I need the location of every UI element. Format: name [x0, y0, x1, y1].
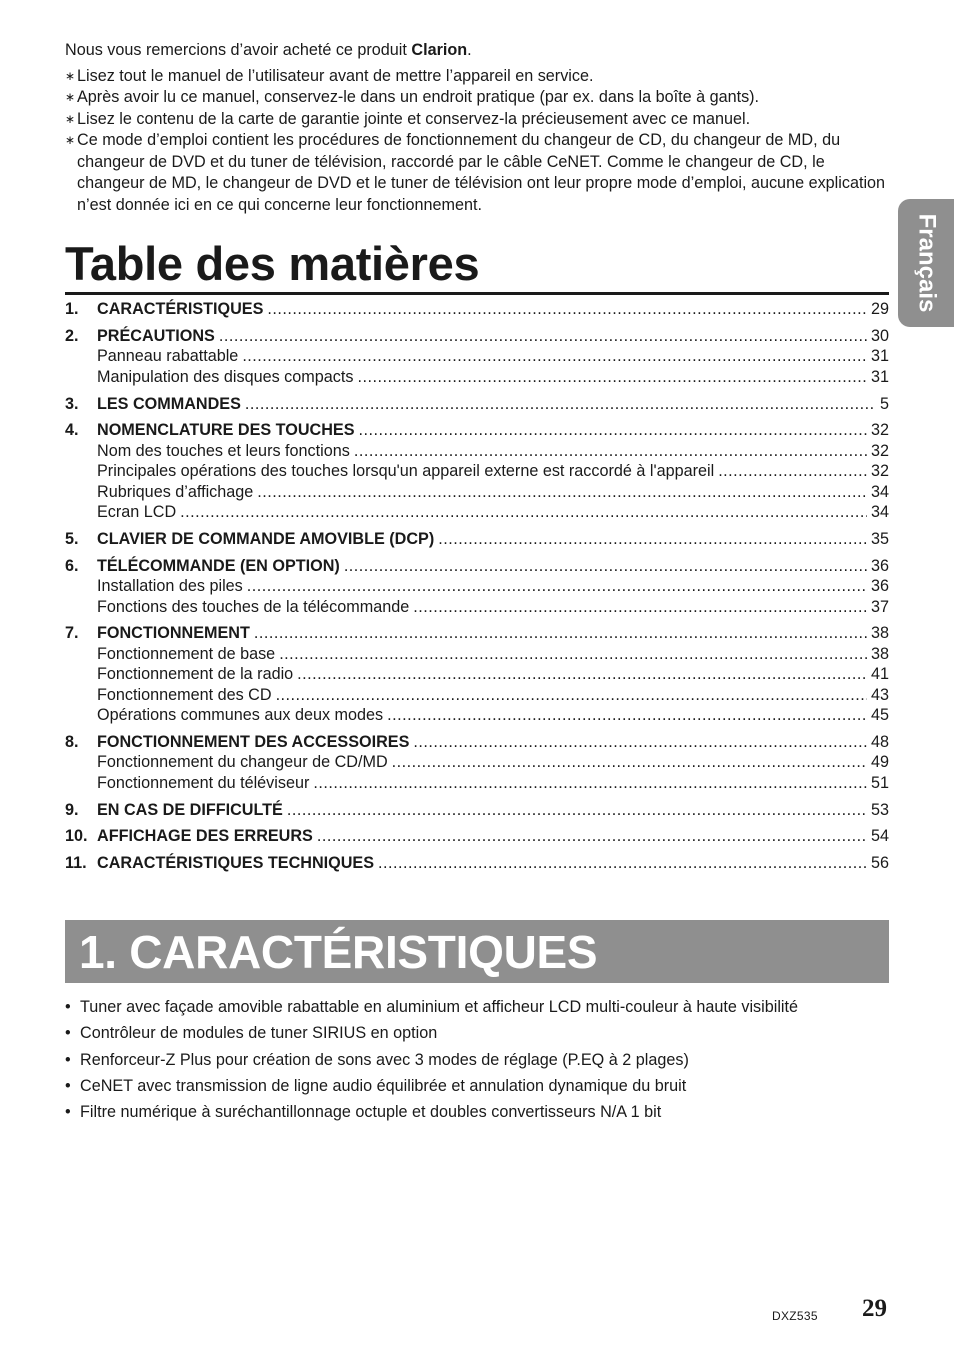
- toc-entry-number: 6.: [65, 556, 79, 575]
- asterisk-icon: ∗: [65, 90, 76, 104]
- thanks-period: .: [467, 41, 472, 59]
- bullet-icon: •: [65, 1050, 71, 1069]
- feature-item: [65, 1047, 905, 1073]
- toc-subentry-page: 41: [870, 665, 889, 684]
- toc-entry[interactable]: [65, 420, 889, 440]
- toc-subentry-page: 34: [870, 503, 889, 522]
- toc-title: Table des matières: [65, 236, 889, 295]
- toc-subentry[interactable]: [65, 576, 889, 596]
- asterisk-icon: ∗: [65, 111, 76, 126]
- toc-entry-number: 3.: [65, 394, 79, 413]
- toc-group: [65, 326, 889, 387]
- toc-entry-page: 53: [870, 800, 889, 819]
- toc-leader-dots: [378, 853, 867, 873]
- toc-leader-dots: [438, 529, 867, 549]
- toc-entry[interactable]: [65, 732, 889, 752]
- toc-entry-page: 32: [870, 421, 889, 440]
- note-text: Ce mode d’emploi contient les procédures de fonctionnement du changeur de CD, du changeur de MD, du changeur de DVD et du tuner de télévision, raccordé par le câble CeNET. Comme le changeur de CD, le changeur de MD, le changeur de DVD et le tuner de télévision ont leur propre mode d’emploi, aucune explication n’est donnée ici en ce qui concerne leur fonctionnement.: [77, 131, 886, 214]
- toc-entry-page: 36: [870, 556, 889, 575]
- toc-subentry[interactable]: [65, 705, 889, 725]
- toc-subentry[interactable]: [65, 441, 889, 461]
- language-tab: [898, 199, 954, 327]
- toc-subentry-label: Ecran LCD: [97, 503, 177, 522]
- toc-entry-page: 30: [870, 326, 889, 345]
- note-text: Après avoir lu ce manuel, conservez-le dans un endroit pratique (par ex. dans la boîte à gants).: [77, 88, 760, 106]
- features-block: [65, 994, 905, 1125]
- toc-leader-dots: [359, 420, 867, 440]
- toc-entry[interactable]: [65, 826, 889, 846]
- toc-leader-dots: [313, 773, 867, 793]
- toc-entry-page: 35: [870, 529, 889, 548]
- toc-subentry[interactable]: [65, 664, 889, 684]
- toc-subentry-page: 32: [870, 441, 889, 460]
- toc-subentry-label: Panneau rabattable: [97, 347, 239, 366]
- toc-subentry-label: Fonctionnement du téléviseur: [97, 773, 310, 792]
- intro-note: [65, 130, 890, 216]
- toc-leader-dots: [254, 623, 867, 643]
- brand-name: Clarion: [411, 41, 468, 59]
- toc-group: [65, 623, 889, 725]
- toc-leader-dots: [413, 597, 867, 617]
- toc-entry-page: 29: [870, 300, 889, 318]
- toc-subentry-page: 32: [870, 462, 889, 481]
- toc-subentry-label: Fonctionnement des CD: [97, 685, 272, 704]
- section-header-bar: [65, 920, 889, 983]
- toc-subentry-page: 43: [870, 685, 889, 704]
- toc-entry-label: EN CAS DE DIFFICULTÉ: [97, 800, 283, 819]
- toc-entry-number: 1.: [65, 300, 79, 318]
- toc-entry-label: CARACTÉRISTIQUES: [97, 300, 264, 318]
- toc-subentry[interactable]: [65, 685, 889, 705]
- toc-entry-label: TÉLÉCOMMANDE (EN OPTION): [97, 556, 340, 575]
- toc-entry-page: 56: [870, 854, 889, 873]
- intro-note: [65, 109, 890, 131]
- toc-subentry-page: 31: [870, 367, 889, 386]
- toc-entry-number: 5.: [65, 529, 79, 548]
- toc-subentry-page: 51: [870, 773, 889, 792]
- toc-leader-dots: [267, 299, 867, 319]
- intro-block: [65, 40, 890, 216]
- toc-subentry[interactable]: [65, 502, 889, 522]
- toc-entry-label: CLAVIER DE COMMANDE AMOVIBLE (DCP): [97, 529, 435, 548]
- toc-subentry-label: Fonctionnement de la radio: [97, 665, 294, 684]
- note-text: Lisez le contenu de la carte de garantie jointe et conservez-la précieusement avec ce manuel.: [77, 109, 751, 128]
- toc-entry[interactable]: [65, 556, 889, 576]
- toc-entry-number: 2.: [65, 326, 79, 345]
- toc-leader-dots: [357, 367, 867, 387]
- bullet-icon: •: [65, 1024, 71, 1043]
- toc-leader-dots: [180, 502, 867, 522]
- toc-entry-label: CARACTÉRISTIQUES TECHNIQUES: [97, 854, 375, 873]
- toc-subentry[interactable]: [65, 773, 889, 793]
- feature-item: [65, 1099, 905, 1125]
- toc-entry[interactable]: [65, 623, 889, 643]
- toc-subentry-page: 45: [870, 706, 889, 725]
- toc-subentry-page: 31: [870, 347, 889, 366]
- toc-subentry[interactable]: [65, 482, 889, 502]
- toc-subentry-label: Fonctionnement de base: [97, 644, 276, 663]
- asterisk-icon: ∗: [65, 68, 76, 83]
- page-number: 29: [862, 1295, 887, 1322]
- intro-notes: [65, 66, 890, 217]
- toc-entry-page: 54: [870, 827, 889, 846]
- table-of-contents: [65, 299, 889, 880]
- toc-leader-dots: [297, 664, 867, 684]
- toc-leader-dots: [219, 326, 867, 346]
- toc-leader-dots: [354, 441, 867, 461]
- toc-entry-number: 4.: [65, 421, 79, 440]
- toc-leader-dots: [413, 732, 867, 752]
- feature-text: Contrôleur de modules de tuner SIRIUS en option: [80, 1024, 438, 1043]
- feature-text: Filtre numérique à suréchantillonnage octuple et doubles convertisseurs N/A 1 bit: [80, 1103, 662, 1122]
- toc-entry[interactable]: [65, 529, 889, 549]
- toc-subentry[interactable]: [65, 461, 889, 481]
- asterisk-icon: ∗: [65, 133, 76, 147]
- bullet-icon: •: [65, 1076, 71, 1095]
- toc-subentry[interactable]: [65, 644, 889, 664]
- toc-subentry[interactable]: [65, 752, 889, 772]
- toc-entry-label: FONCTIONNEMENT: [97, 624, 250, 643]
- toc-leader-dots: [344, 556, 867, 576]
- toc-entry-number: 8.: [65, 732, 79, 751]
- toc-group: [65, 556, 889, 617]
- thanks-text: Nous vous remercions d’avoir acheté ce produit: [65, 41, 412, 59]
- toc-entry[interactable]: [65, 394, 889, 414]
- toc-group: [65, 800, 889, 820]
- toc-entry-number: 7.: [65, 624, 79, 643]
- toc-leader-dots: [317, 826, 867, 846]
- toc-group: [65, 420, 889, 522]
- toc-entry-label: PRÉCAUTIONS: [97, 326, 215, 345]
- toc-leader-dots: [287, 800, 867, 820]
- toc-subentry-page: 34: [870, 482, 889, 501]
- footer-model: DXZ535: [772, 1309, 818, 1323]
- toc-entry-number: 10.: [65, 827, 88, 846]
- feature-text: CeNET avec transmission de ligne audio équilibrée et annulation dynamique du bruit: [80, 1076, 687, 1095]
- toc-subentry[interactable]: [65, 346, 889, 366]
- toc-entry-label: NOMENCLATURE DES TOUCHES: [97, 421, 355, 440]
- toc-entry-label: LES COMMANDES: [97, 394, 241, 413]
- toc-subentry-label: Installation des piles: [97, 577, 243, 596]
- toc-entry-page: 38: [870, 624, 889, 643]
- toc-subentry-label: Manipulation des disques compacts: [97, 367, 354, 386]
- toc-leader-dots: [276, 685, 867, 705]
- feature-item: [65, 1073, 905, 1099]
- toc-entry[interactable]: [65, 326, 889, 346]
- toc-leader-dots: [387, 705, 867, 725]
- toc-leader-dots: [718, 461, 867, 481]
- toc-group: [65, 299, 889, 319]
- toc-subentry-label: Opérations communes aux deux modes: [97, 706, 384, 725]
- toc-subentry[interactable]: [65, 597, 889, 617]
- toc-group: [65, 529, 889, 549]
- toc-subentry-page: 38: [870, 644, 889, 663]
- section-title: 1. CARACTÉRISTIQUES: [79, 926, 598, 978]
- bullet-icon: •: [65, 998, 71, 1016]
- intro-thanks: [65, 40, 890, 62]
- toc-leader-dots: [279, 644, 867, 664]
- toc-leader-dots: [257, 482, 867, 502]
- toc-subentry-label: Nom des touches et leurs fonctions: [97, 441, 350, 460]
- toc-entry[interactable]: [65, 853, 889, 873]
- feature-text: Renforceur-Z Plus pour création de sons avec 3 modes de réglage (P.EQ à 2 plages): [80, 1050, 689, 1069]
- bullet-icon: •: [65, 1103, 71, 1122]
- toc-subentry-page: 49: [870, 753, 889, 772]
- toc-group: [65, 394, 889, 414]
- toc-entry-page: 5: [879, 394, 889, 413]
- toc-subentry-page: 37: [870, 597, 889, 616]
- feature-text: Tuner avec façade amovible rabattable en aluminium et afficheur LCD multi-couleur à haute visibilité: [80, 998, 799, 1016]
- toc-entry[interactable]: [65, 299, 889, 319]
- toc-subentry-label: Fonctions des touches de la télécommande: [97, 597, 410, 616]
- note-text: Lisez tout le manuel de l’utilisateur avant de mettre l’appareil en service.: [77, 66, 594, 85]
- toc-leader-dots: [247, 576, 867, 596]
- language-tab-label: Français: [913, 213, 940, 313]
- features-list: [65, 994, 905, 1125]
- toc-entry-page: 48: [870, 732, 889, 751]
- toc-subentry-label: Rubriques d’affichage: [97, 482, 254, 501]
- toc-entry[interactable]: [65, 800, 889, 820]
- toc-leader-dots: [392, 752, 867, 772]
- intro-note: [65, 66, 890, 88]
- toc-subentry-page: 36: [870, 577, 889, 596]
- toc-entry-label: FONCTIONNEMENT DES ACCESSOIRES: [97, 732, 410, 751]
- toc-entry-number: 11.: [65, 854, 87, 873]
- toc-group: [65, 826, 889, 846]
- toc-entry-number: 9.: [65, 800, 79, 819]
- toc-group: [65, 853, 889, 873]
- toc-subentry[interactable]: [65, 367, 889, 387]
- intro-note: [65, 87, 890, 109]
- feature-item: [65, 1020, 905, 1046]
- toc-leader-dots: [245, 394, 876, 414]
- toc-entry-label: AFFICHAGE DES ERREURS: [97, 827, 313, 846]
- toc-leader-dots: [242, 346, 867, 366]
- toc-subentry-label: Fonctionnement du changeur de CD/MD: [97, 753, 388, 772]
- toc-subentry-label: Principales opérations des touches lorsqu'un appareil externe est raccordé à l'appareil: [97, 462, 715, 481]
- feature-item: [65, 994, 905, 1020]
- toc-group: [65, 732, 889, 793]
